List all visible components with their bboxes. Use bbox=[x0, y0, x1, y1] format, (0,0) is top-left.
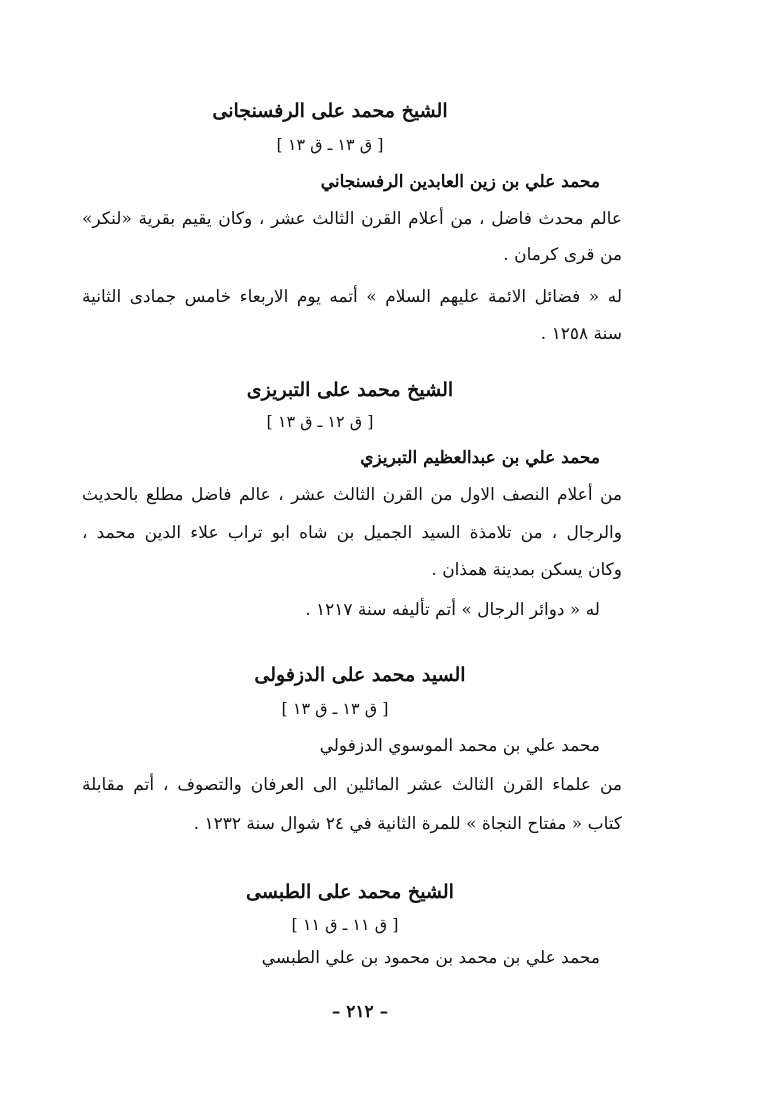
entry-title: السيد محمد على الدزفولى bbox=[254, 664, 466, 686]
entry-text-line: والرجال ، من تلامذة السيد الجميل بن شاه ابو تراب علاء الدين محمد ، bbox=[82, 523, 622, 543]
entry-text-line: من علماء القرن الثالث عشر المائلين الى العرفان والتصوف ، أتم مقابلة bbox=[82, 775, 622, 795]
entry-full-name: محمد علي بن عبدالعظيم التبريزي bbox=[360, 448, 600, 468]
entry-text-line: وكان يسكن بمدينة همذان . bbox=[431, 560, 622, 580]
page-number: – ٢١٢ – bbox=[331, 1002, 389, 1022]
entry-century-code: [ ق ١٣ ـ ق ١٣ ] bbox=[281, 699, 389, 718]
entry-text-line: عالم محدث فاضل ، من أعلام القرن الثالث عشر ، وكان يقيم بقرية «لنكر» bbox=[82, 209, 622, 229]
entry-century-code: [ ق ١٢ ـ ق ١٣ ] bbox=[266, 412, 374, 431]
entry-text-line: كتاب « مفتاح النجاة » للمرة الثانية في ٢٤ شوال سنة ١٢٣٢ . bbox=[193, 814, 622, 834]
entry-title: الشيخ محمد على التبريزى bbox=[246, 379, 454, 401]
entry-text-line: من قرى كرمان . bbox=[503, 245, 622, 265]
entry-title: الشيخ محمد على الطبسى bbox=[246, 881, 454, 903]
entry-full-name: محمد علي بن محمد بن محمود بن علي الطبسي bbox=[261, 948, 600, 968]
entry-century-code: [ ق ١٣ ـ ق ١٣ ] bbox=[276, 135, 384, 154]
entry-full-name: محمد علي بن محمد الموسوي الدزفولي bbox=[319, 736, 600, 756]
entry-title: الشيخ محمد على الرفسنجانى bbox=[212, 100, 448, 122]
entry-century-code: [ ق ١١ ـ ق ١١ ] bbox=[291, 915, 399, 934]
entry-text-line: من أعلام النصف الاول من القرن الثالث عشر ، عالم فاضل مطلع بالحديث bbox=[82, 485, 622, 505]
entry-text-line: سنة ١٢٥٨ . bbox=[540, 324, 622, 344]
entry-full-name: محمد علي بن زين العابدين الرفسنجاني bbox=[320, 172, 600, 192]
entry-text-line: له « فضائل الائمة عليهم السلام » أتمه يوم الاربعاء خامس جمادى الثانية bbox=[82, 287, 622, 307]
entry-text-line: له « دوائر الرجال » أتم تأليفه سنة ١٢١٧ . bbox=[305, 600, 600, 620]
